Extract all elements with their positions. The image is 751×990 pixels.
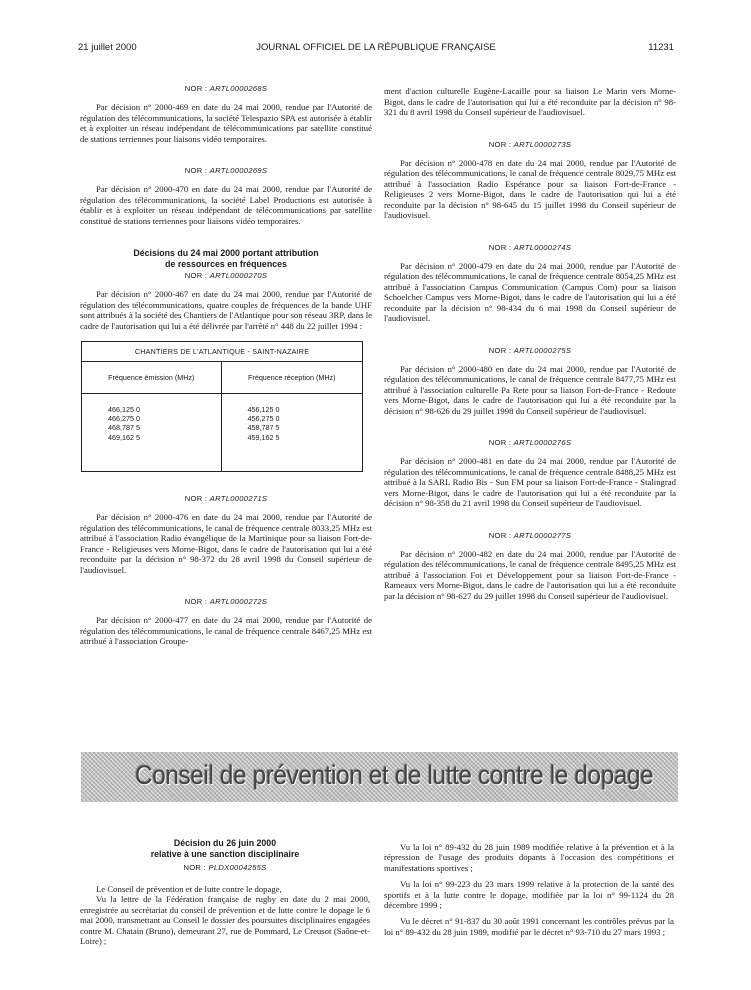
bottom-left-column <box>80 838 370 946</box>
nor-reference: NOR : ARTL0000273S <box>488 139 572 149</box>
left-column <box>80 84 372 647</box>
nor-reference: NOR : ARTL0000270S <box>184 271 268 280</box>
body-paragraph: Vu la loi n° 89-432 du 28 juin 1989 modifiée relative à la prévention et à la répression de l'usage des produits dopants à l'occasion des compétitions et manifestations sportives ; <box>384 842 674 873</box>
decision-paragraph: Par décision n° 2000-477 en date du 24 mai 2000, rendue par l'Autorité de régulation des télécommunications, le canal de fréquence centrale 8467,25 MHz est attribué à l'association Groupe- <box>80 615 372 646</box>
decision-paragraph: Par décision n° 2000-480 en date du 24 mai 2000, rendue par l'Autorité de régulation des télécommunications, le canal de fréquence centrale 8477,75 MHz est attribué à l'association culturelle Pa Rete pour sa liaison Fort-de-France - Redoute vers Morne-Bigot, dans le cadre de l'autorisation qui lui a été reconduite par la décision n° 98-626 du 29 juillet 1998 du Conseil supérieur de l'audiovisuel. <box>384 363 676 416</box>
table-header-emission: Fréquence émission (MHz) <box>82 362 222 394</box>
table-header-reception: Fréquence réception (MHz) <box>221 362 362 394</box>
decision-paragraph-continued: ment d'action culturelle Eugène-Lacaille pour sa liaison Le Marin vers Morne-Bigot, dans le cadre de l'autorisation qui lui a été reconduite par la décision n° 98-321 du 8 avril 1998 du Conseil supérieur de l'audiovisuel. <box>384 86 676 117</box>
nor-reference: NOR : ARTL0000271S <box>184 494 268 503</box>
table-cell-reception: 456,125 0 456,275 0 458,787 5 459,162 5 <box>221 394 362 472</box>
section-banner <box>81 752 678 802</box>
header-page-number: 11231 <box>648 42 674 53</box>
decision-paragraph: Par décision n° 2000-481 en date du 24 mai 2000, rendue par l'Autorité de régulation des télécommunications, le canal de fréquence centrale 8488,25 MHz est attribué à la SARL Radio Bis - Sun FM pour sa liaison Fort-de-France - Stalingrad vers Morne-Bigot, dans le cadre de l'autorisation qui lui a été reconduite par la décision n° 98-358 du 21 avril 1998 du Conseil supérieur de l'audiovisuel. <box>384 456 676 508</box>
section-heading: Décisions du 24 mai 2000 portant attribution de ressources en fréquences <box>133 248 319 269</box>
nor-reference: NOR : ARTL0000274S <box>488 242 572 252</box>
right-column <box>384 86 676 601</box>
decision-paragraph: Par décision n° 2000-478 en date du 24 mai 2000, rendue par l'Autorité de régulation des télécommunications, le canal de fréquence centrale 8029,75 MHz est attribué à l'association Radio Espérance pour sa liaison Fort-de-France - Religieuses 2 vers Morne-Bigot, dans le cadre de l'autorisation qui lui a été reconduite par la décision n° 98-645 du 15 juillet 1998 du Conseil supérieur de l'audiovisuel. <box>384 157 676 220</box>
nor-reference: NOR : ARTL0000277S <box>488 530 572 540</box>
decision-paragraph: Par décision n° 2000-479 en date du 24 mai 2000, rendue par l'Autorité de régulation des télécommunications, le canal de fréquence centrale 8054,25 MHz est attribué à l'association Campus Communication (Campus Com) pour sa liaison Schoelcher Campus vers Morne-Bigot, dans le cadre de l'autorisation qui lui a été reconduite par la décision n° 98-434 du 6 mai 1998 du Conseil supérieur de l'audiovisuel. <box>384 260 676 323</box>
decision-paragraph: Par décision n° 2000-469 en date du 24 mai 2000, rendue par l'Autorité de régulation des télécommunications, la société Telespazio SPA est autorisée à établir et à exploiter un réseau indépendant de télécommunications par satellite constitué de stations terriennes pour liaisons vidéo temporaires. <box>80 102 372 144</box>
table-caption: CHANTIERS DE L'ATLANTIQUE - SAINT-NAZAIRE <box>82 342 363 362</box>
decision-title: Décision du 26 juin 2000 relative à une sanction disciplinaire <box>150 838 300 859</box>
decision-paragraph: Par décision n° 2000-482 en date du 24 mai 2000, rendue par l'Autorité de régulation des télécommunications, le canal de fréquence centrale 8495,25 MHz est attribué à l'association Foi et Développement pour sa liaison Fort-de-France - Rameaux vers Morne-Bigot, dans le cadre de l'autorisation qui lui a été reconduite par la décision n° 98-627 du 29 juillet 1998 du Conseil supérieur de l'audiovisuel. <box>384 548 676 601</box>
body-paragraph: Vu le décret n° 91-837 du 30 août 1991 concernant les contrôles prévus par la loi n° 89-432 du 28 juin 1989, modifié par le décret n° 93-710 du 27 mars 1993 ; <box>384 916 674 937</box>
decision-paragraph: Par décision n° 2000-470 en date du 24 mai 2000, rendue par l'Autorité de régulation des télécommunications, la société Label Productions est autorisée à établir et à exploiter un réseau indépendant de télécommunications par satellite constitué de stations terriennes pour liaisons vidéo temporaires. <box>80 184 372 226</box>
decision-paragraph: Par décision n° 2000-476 en date du 24 mai 2000, rendue par l'Autorité de régulation des télécommunications, le canal de fréquence centrale 8033,25 MHz est attribué à l'association Radio évangélique de la Martinique pour sa liaison Fort-de-France - Religieuses vers Morne-Bigot, dans le cadre de l'autorisation qui lui a été reconduite par la décision n° 98-372 du 28 avril 1998 du Conseil supérieur de l'audiovisuel. <box>80 512 372 575</box>
header-date: 21 juillet 2000 <box>78 42 137 53</box>
nor-reference: NOR : ARTL0000268S <box>184 84 268 93</box>
table-cell-emission: 466,125 0 466,275 0 468,787 5 469,162 5 <box>82 394 222 472</box>
banner-title: Conseil de prévention et de lutte contre le dopage <box>135 760 654 790</box>
decision-paragraph: Par décision n° 2000-467 en date du 24 mai 2000, rendue par l'Autorité de régulation des télécommunications, quatre couples de fréquences de la bande UHF sont attribués à la société des Chantiers de l'Atlantique pour son réseau 3RP, dans le cadre de l'autorisation qui lui a été délivrée par l'arrêté n° 448 du 22 juillet 1994 : <box>80 289 372 331</box>
nor-reference: NOR : ARTL0000272S <box>184 597 268 606</box>
header-journal-title: JOURNAL OFFICIEL DE LA RÉPUBLIQUE FRANÇAISE <box>256 42 496 53</box>
body-paragraph: Vu la loi n° 99-223 du 23 mars 1999 relative à la protection de la santé des sportifs et à la lutte contre le dopage, modifiée par la loi n° 99-1124 du 28 décembre 1999 ; <box>384 879 674 911</box>
nor-reference: NOR : ARTL0000275S <box>488 345 572 355</box>
page-header <box>78 42 674 56</box>
nor-reference: NOR : PLDX0004255S <box>183 863 267 872</box>
frequency-table <box>81 341 363 472</box>
body-paragraph: Le Conseil de prévention et de lutte contre le dopage, <box>96 884 282 894</box>
body-paragraph: Vu la lettre de la Fédération française de rugby en date du 2 mai 2000, enregistrée au secrétariat du conseil de prévention et de lutte contre le dopage le 6 mai 2000, transmettant au Conseil le dossier des poursuites disciplinaires engagées contre M. Chatain (Bruno), demeurant 27, rue de Pommard, Le Creusot (Saône-et-Loire) ; <box>80 894 370 947</box>
nor-reference: NOR : ARTL0000269S <box>184 166 268 175</box>
nor-reference: NOR : ARTL0000276S <box>488 438 572 447</box>
bottom-right-column <box>384 842 674 937</box>
